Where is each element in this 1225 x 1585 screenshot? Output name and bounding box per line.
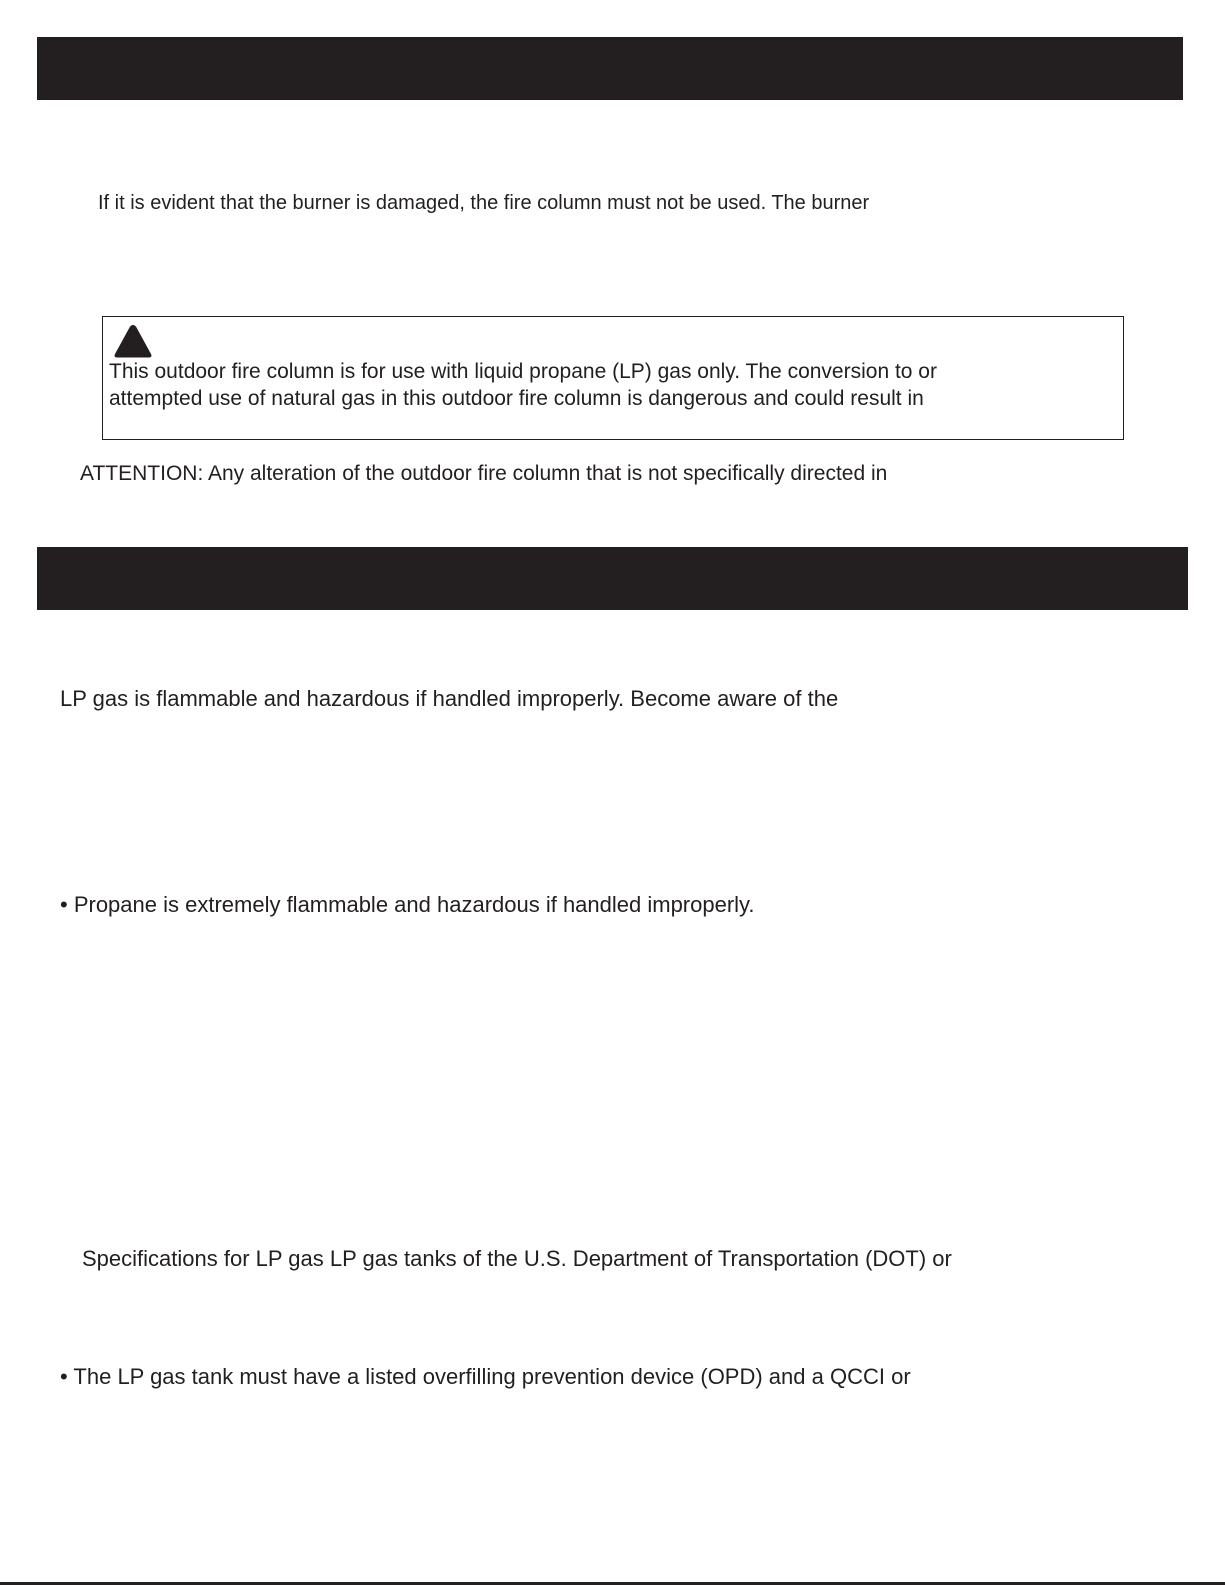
warning-line-1: This outdoor fire column is for use with liquid propane (LP) gas only. The conversion to or <box>109 360 937 383</box>
specifications-text: Specifications for LP gas LP gas tanks of the U.S. Department of Transportation (DOT) or <box>82 1246 952 1271</box>
section-header-band-1 <box>37 37 1183 100</box>
attention-text: ATTENTION: Any alteration of the outdoor fire column that is not specifically directed in <box>80 462 888 485</box>
warning-triangle-icon <box>112 322 154 360</box>
lp-gas-intro-text: LP gas is flammable and hazardous if handled improperly. Become aware of the <box>60 686 839 711</box>
section-header-band-2 <box>37 547 1188 610</box>
warning-line-2: attempted use of natural gas in this outdoor fire column is dangerous and could result in <box>109 387 924 410</box>
opd-bullet: • The LP gas tank must have a listed overfilling prevention device (OPD) and a QCCI or <box>60 1364 911 1389</box>
propane-bullet: • Propane is extremely flammable and hazardous if handled improperly. <box>60 892 755 917</box>
burner-damage-text: If it is evident that the burner is damaged, the fire column must not be used. The burner <box>98 192 870 214</box>
